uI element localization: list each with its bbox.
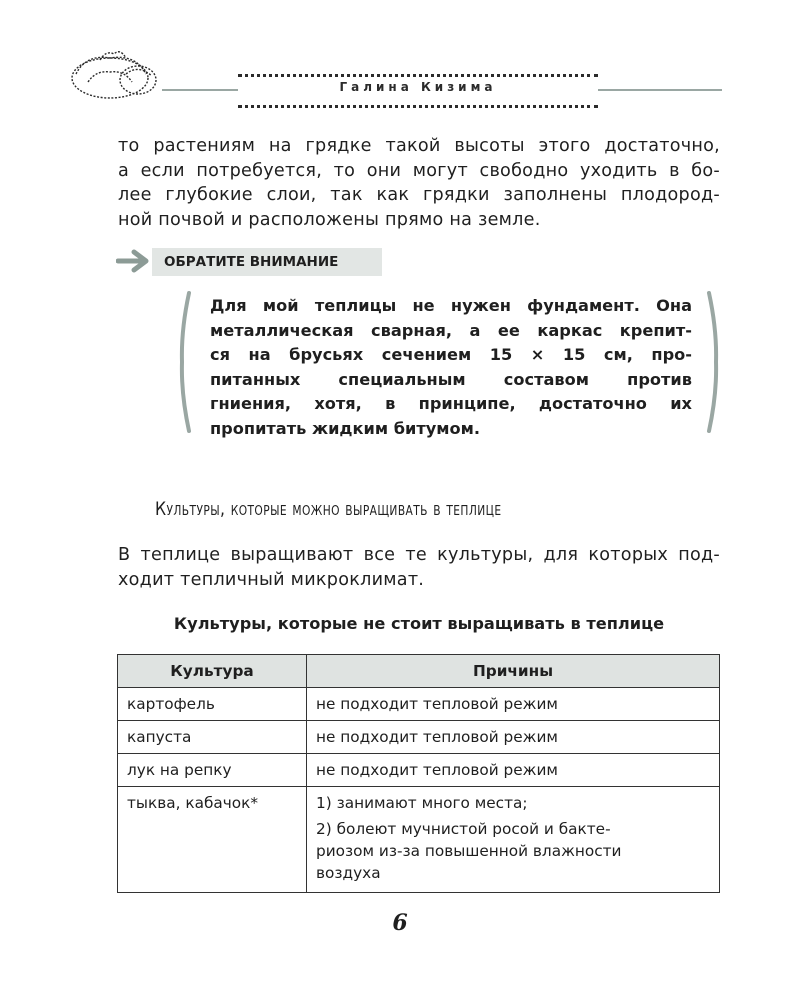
note-line: питанных специальным составом против [210,369,692,389]
crops-table [117,654,720,893]
paragraph-line: ной почвой и расположены прямо на земле. [118,209,541,230]
reason-cell [307,721,720,754]
table-caption: Культуры, которые не стоит выращивать в теплице [173,614,665,633]
note-line: Для мой теплицы не нужен фундамент. Она [210,296,692,315]
tomato-logo-icon [66,44,162,102]
table-row [118,787,720,893]
header-rule-left [162,89,238,91]
note-line: пропитать жидким битумом. [210,418,481,438]
header-dots-top [238,74,598,77]
reason-line: воздуха [316,864,381,882]
intro-line: В теплице выращивают все те культуры, для которых под- [118,545,720,565]
reason-block [316,818,710,884]
crop-cell: капуста [118,721,307,754]
column-header-crop: Культура [118,655,307,688]
note-line: ся на брусьях сечением 15 × 15 см, про- [210,345,692,365]
note-line: металлическая сварная, а ее каркас крепит- [210,320,692,340]
table-row [118,721,720,754]
intro-line: ходит тепличный микроклимат. [118,569,425,590]
arrow-right-icon [116,248,152,274]
crop-cell: тыква, кабачок* [118,787,307,893]
reason-line: риозом из-за повышенной влажности [316,842,622,860]
crop-cell: картофель [118,688,307,721]
header-dots-bottom [238,105,598,108]
reason-line: не подходит тепловой режим [316,728,558,746]
section-intro [118,543,720,592]
table-header-row [118,655,720,688]
paragraph-line: а если потребуется, то они могут свободно уходить в бо- [118,160,720,181]
header-rule-right [598,89,722,91]
paragraph-line: то растениям на грядке такой высоты этого достаточно, [118,136,720,156]
section-heading: Культуры, которые можно выращивать в теплице [155,498,502,520]
note-body [210,294,692,442]
reason-cell [307,787,720,893]
table-row [118,688,720,721]
page-header [0,0,800,130]
reason-line: не подходит тепловой режим [316,695,558,713]
reason-line: 2) болеют мучнистой росой и бакте- [316,820,611,838]
note-label: ОБРАТИТЕ ВНИМАНИЕ [152,248,382,276]
paragraph-line: лее глубокие слои, так как грядки заполнены плодород- [118,185,720,206]
note-line: гниения, хотя, в принципе, достаточно их [210,394,692,414]
right-bracket-icon [706,290,720,434]
reason-cell [307,688,720,721]
reason-line: не подходит тепловой режим [316,761,558,779]
reason-block [316,792,710,814]
reason-cell [307,754,720,787]
reason-line: 1) занимают много места; [316,794,528,812]
body-paragraph [118,134,720,232]
author-name: Галина Кизима [339,80,497,94]
table-row [118,754,720,787]
left-bracket-icon [178,290,192,434]
page-number: 6 [392,910,408,936]
crop-cell: лук на репку [118,754,307,787]
column-header-reasons: Причины [307,655,720,688]
